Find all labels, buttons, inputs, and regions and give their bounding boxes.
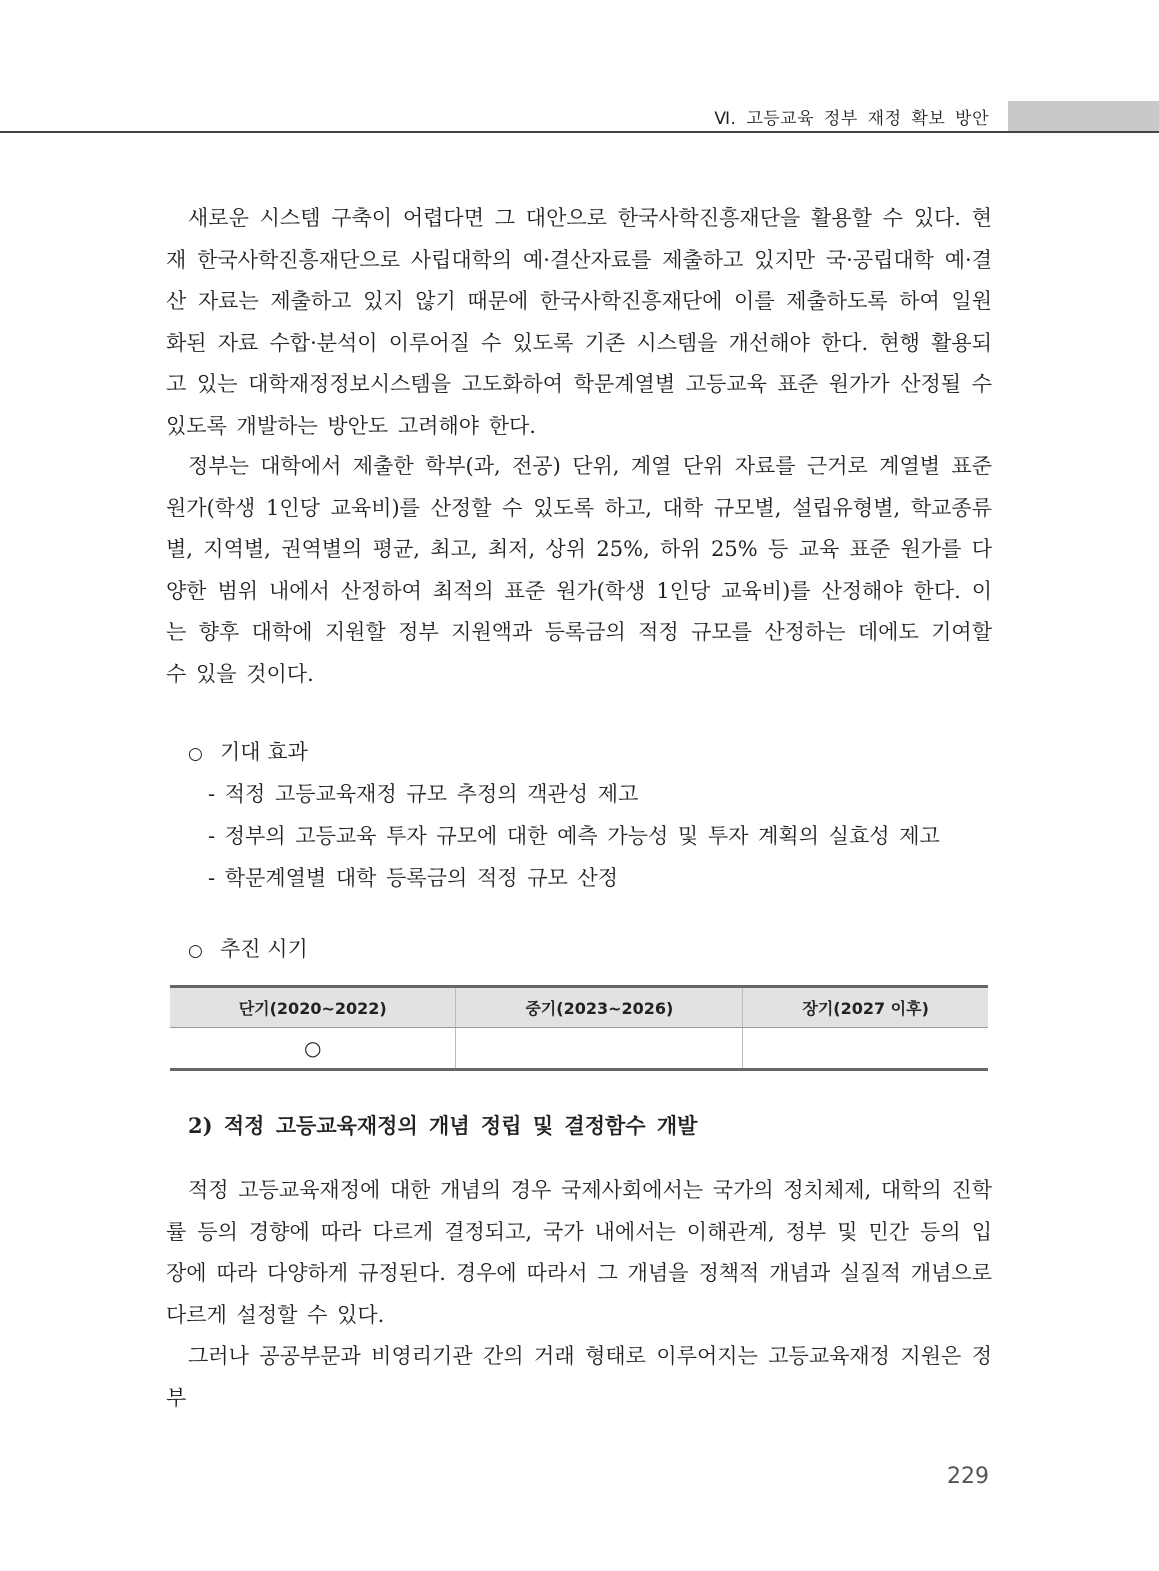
column-mid-term: 중기(2023~2026)	[456, 987, 743, 1028]
circle-bullet-icon: ○	[188, 941, 203, 961]
expected-effects-list	[208, 773, 940, 899]
running-header	[0, 0, 1159, 135]
list-item: - 적정 고등교육재정 규모 추정의 객관성 제고	[208, 782, 639, 806]
list-item: - 정부의 고등교육 투자 규모에 대한 예측 가능성 및 투자 계획의 실효성 제고	[208, 824, 940, 848]
section-heading: 2) 적정 고등교육재정의 개념 정립 및 결정함수 개발	[188, 1113, 698, 1138]
chapter-title: Ⅵ. 고등교육 정부 재정 확보 방안	[714, 109, 989, 129]
expected-effects-title: 기대 효과	[220, 740, 308, 764]
cell-mid-term	[456, 1028, 743, 1070]
body-paragraph-2: 정부는 대학에서 제출한 학부(과, 전공) 단위, 계열 단위 자료를 근거로 계열별 표준원가(학생 1인당 교육비)를 산정할 수 있도록 하고, 대학 규모별, 설립유형별, 학교종류별, 지역별, 권역별의 평균, 최고, 최저, 상위 25%, 하위 25% 등 교육 표준 원가를 다양한 범위 내에서 산정하여 최적의 표준 원가(학생 1인당 교육비)를 산정해야 한다. 이는 향후 대학에 지원할 정부 지원액과 등록금의 적정 규모를 산정하는 데에도 기여할 수 있을 것이다.	[166, 454, 992, 686]
body-paragraph-1: 새로운 시스템 구축이 어렵다면 그 대안으로 한국사학진흥재단을 활용할 수 있다. 현재 한국사학진흥재단으로 사립대학의 예·결산자료를 제출하고 있지만 국·공립대학 예·결산 자료는 제출하고 있지 않기 때문에 한국사학진흥재단에 이를 제출하도록 하여 일원화된 자료 수합·분석이 이루어질 수 있도록 기존 시스템을 개선해야 한다. 현행 활용되고 있는 대학재정정보시스템을 고도화하여 학문계열별 고등교육 표준 원가가 산정될 수 있도록 개발하는 방안도 고려해야 한다.	[166, 206, 992, 438]
page-number: 229	[947, 1464, 989, 1489]
list-item: - 학문계열별 대학 등록금의 적정 규모 산정	[208, 866, 619, 890]
body-paragraph-3: 적정 고등교육재정에 대한 개념의 경우 국제사회에서는 국가의 정치체제, 대학의 진학률 등의 경향에 따라 다르게 결정되고, 국가 내에서는 이해관계, 정부 및 민간 등의 입장에 따라 다양하게 규정된다. 경우에 따라서 그 개념을 정책적 개념과 실질적 개념으로 다르게 설정할 수 있다.	[166, 1178, 992, 1327]
circle-bullet-icon: ○	[188, 744, 203, 764]
schedule-title: 추진 시기	[220, 937, 308, 961]
schedule-heading	[188, 929, 308, 972]
header-gray-block	[1008, 101, 1159, 131]
body-paragraph-4: 그러나 공공부문과 비영리기관 간의 거래 형태로 이루어지는 고등교육재정 지원은 정부	[166, 1344, 992, 1410]
table-header-row	[170, 987, 988, 1028]
schedule-table	[170, 985, 988, 1071]
cell-long-term	[743, 1028, 988, 1070]
expected-effects-heading	[188, 732, 308, 775]
column-short-term: 단기(2020~2022)	[170, 987, 456, 1028]
header-rule	[0, 131, 1159, 133]
table-row	[170, 1028, 988, 1070]
column-long-term: 장기(2027 이후)	[743, 987, 988, 1028]
cell-short-term: ○	[170, 1028, 456, 1070]
